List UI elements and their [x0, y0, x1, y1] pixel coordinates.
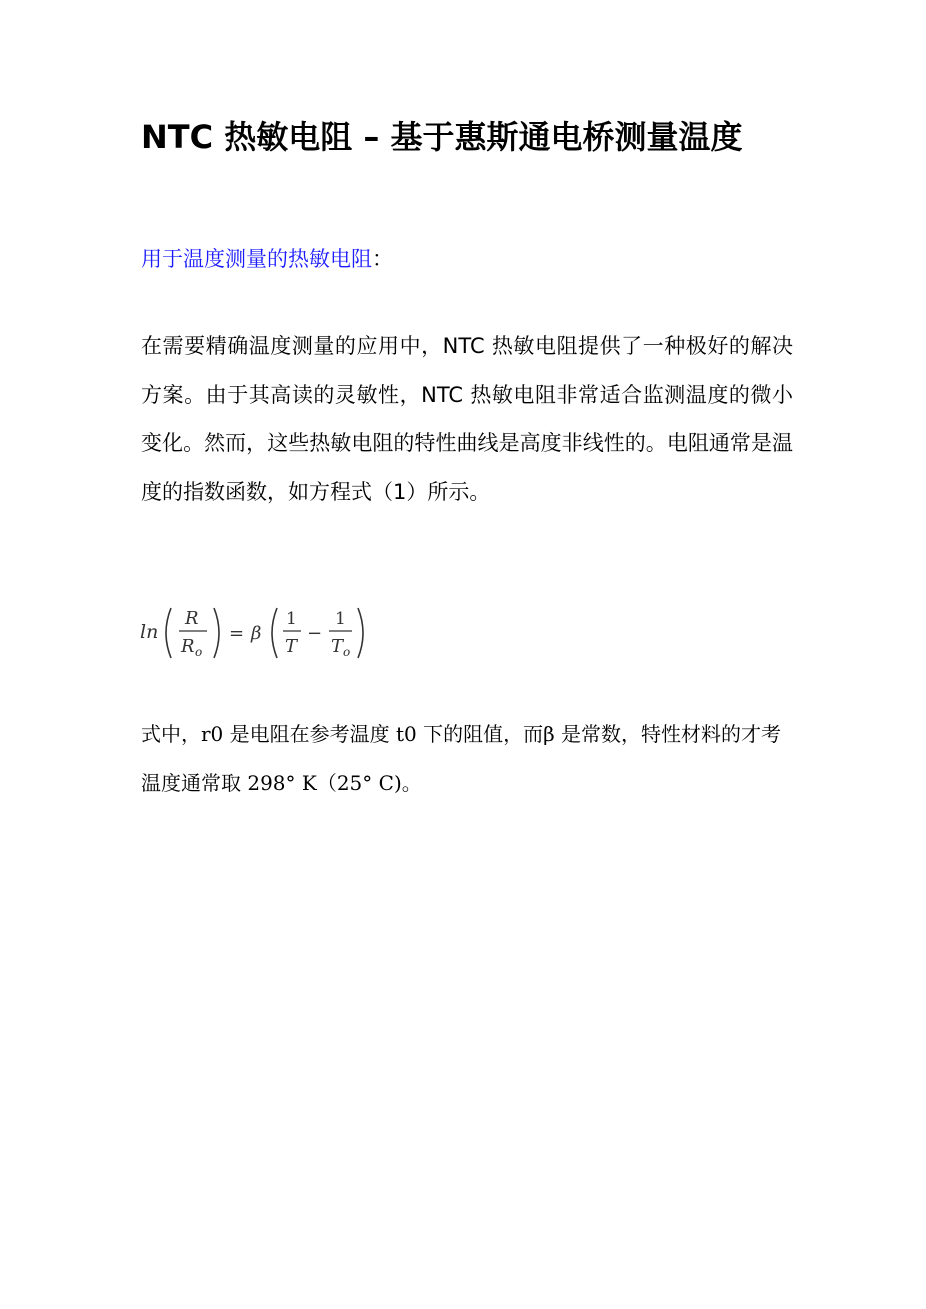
section-heading-colon: ：: [372, 247, 393, 271]
equation-numerator-one: 1: [286, 609, 297, 629]
equation-denominator-r: R: [181, 636, 195, 657]
equation-denominator-to-sub: o: [343, 645, 351, 659]
equation-minus: −: [307, 623, 323, 644]
equation-ln: ln: [140, 621, 159, 643]
equation-1: [139, 600, 379, 666]
document-title: NTC 热敏电阻 – 基于惠斯通电桥测量温度: [141, 118, 743, 156]
equation-denominator-sub: o: [195, 645, 203, 659]
equation-numerator-r: R: [185, 608, 199, 629]
equation-denominator-to: T: [331, 636, 344, 657]
section-heading: [141, 242, 801, 276]
equation-svg: [139, 600, 379, 666]
equation-right-paren-2: [358, 608, 363, 658]
equation-note: 式中，r0 是电阻在参考温度 t0 下的阻值，而β 是常数，特性材料的才考温度通常取 298° K（25° C)。: [141, 722, 782, 795]
equation-left-paren: [166, 608, 171, 658]
section-heading-text: 用于温度测量的热敏电阻: [141, 247, 372, 271]
equation-beta: β: [251, 623, 262, 644]
equation-denominator-t: T: [285, 636, 298, 657]
equation-equals: =: [229, 623, 245, 644]
equation-numerator-one-2: 1: [335, 609, 346, 629]
equation-left-paren-2: [272, 608, 277, 658]
equation-right-paren: [214, 608, 219, 658]
body-paragraph: 在需要精确温度测量的应用中，NTC 热敏电阻提供了一种极好的解决方案。由于其高读的灵敏性，NTC 热敏电阻非常适合监测温度的微小变化。然而，这些热敏电阻的特性曲线是高度非线性的。电阻通常是温度的指数函数，如方程式（1）所示。: [141, 334, 793, 504]
